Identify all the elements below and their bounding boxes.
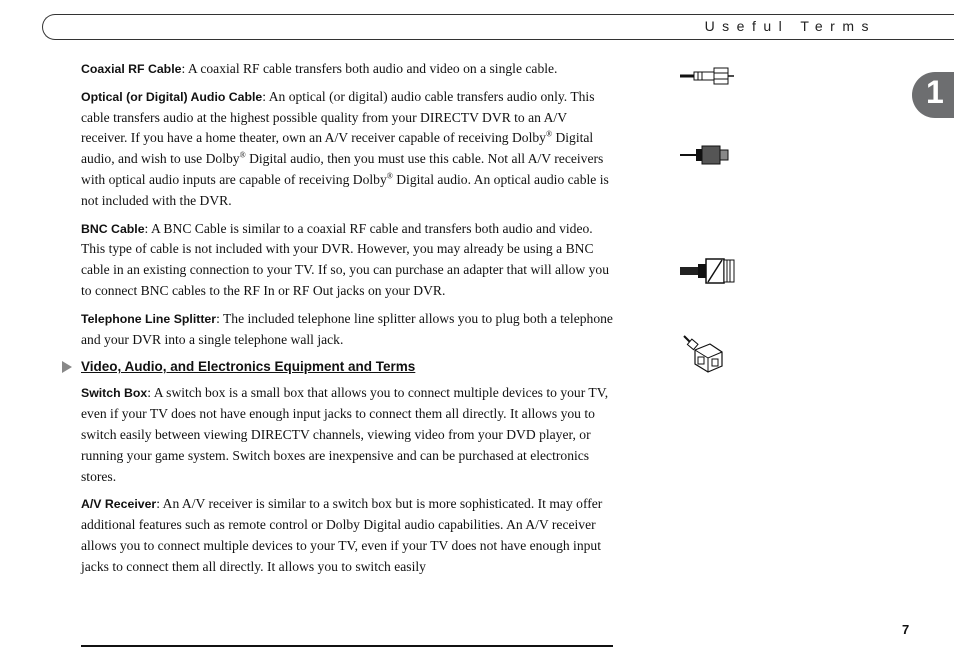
term-description: Digital audio. An optical audio cable is not included with the DVR. xyxy=(81,171,609,208)
coaxial-cable-icon xyxy=(678,64,738,88)
main-content xyxy=(81,59,613,585)
term-description: : A BNC Cable is similar to a coaxial RF cable and transfers both audio and video. This type of cable is not included with your DVR. However, you may already be using a BNC cable in an existing connection to your TV. If so, you can purchase an adapter that will allow you to connect BNC cables to the RF In or RF Out jacks on your DVR. xyxy=(81,220,609,298)
term-label: A/V Receiver xyxy=(81,497,157,512)
page-header-title: Useful Terms xyxy=(704,18,876,34)
section-heading xyxy=(81,357,613,377)
bnc-cable-icon xyxy=(678,254,740,288)
page-number: 7 xyxy=(902,622,910,637)
term-description: : A switch box is a small box that allows you to connect multiple devices to your TV, even if your TV does not have enough input jacks to connect them all directly. It allows you to switch easily between viewing DIRECTV channels, viewing video from your DVD player, or running your game system. Switch boxes are inexpensive and can be purchased at electronics stores. xyxy=(81,385,609,484)
footer-rule xyxy=(81,645,613,647)
registered-mark: ® xyxy=(386,171,393,181)
triangle-bullet-icon xyxy=(62,361,72,373)
term-av-receiver xyxy=(81,494,613,577)
term-description: Digital audio, then you must use this cable. Not all A/V receivers with optical audio inputs are capable of receiving Dolby xyxy=(81,151,604,187)
term-label: Optical (or Digital) Audio Cable xyxy=(81,89,263,104)
term-label: Coaxial RF Cable xyxy=(81,62,182,76)
term-description: : An optical (or digital) audio cable transfers audio only. This cable transfers audio at the highest possible quality from your DIRECTV DVR to an A/V receiver. If you have a home theater, own an A/V receiver capable of receiving Dolby xyxy=(81,88,595,146)
term-description: Digital audio, and wish to use Dolby xyxy=(81,130,594,167)
term-bnc-cable xyxy=(81,219,613,302)
chapter-number: 1 xyxy=(926,74,944,110)
term-optical-audio-cable xyxy=(81,87,613,212)
term-switch-box xyxy=(81,383,613,487)
term-label: Telephone Line Splitter xyxy=(81,311,217,326)
optical-cable-icon xyxy=(678,142,734,168)
term-telephone-line-splitter xyxy=(81,309,613,351)
term-description: : An A/V receiver is similar to a switch box but is more sophisticated. It may offer additional features such as remote control or Dolby Digital audio capabilities. An A/V receiver allows you to connect multiple devices to your TV, even if your TV does not have enough input jacks to connect them all directly. It allows you to switch easily xyxy=(81,496,603,574)
term-label: Switch Box xyxy=(81,386,148,401)
term-label: BNC Cable xyxy=(81,221,145,236)
registered-mark: ® xyxy=(239,150,246,160)
section-heading-text: Video, Audio, and Electronics Equipment and Terms xyxy=(81,359,416,375)
telephone-splitter-icon xyxy=(680,332,726,374)
term-description: : A coaxial RF cable transfers both audio and video on a single cable. xyxy=(181,61,558,76)
chapter-tab xyxy=(912,72,954,118)
registered-mark: ® xyxy=(545,129,553,139)
term-description: : The included telephone line splitter allows you to plug both a telephone and your DVR into a single telephone wall jack. xyxy=(81,310,613,347)
term-coaxial-rf-cable xyxy=(81,59,613,80)
